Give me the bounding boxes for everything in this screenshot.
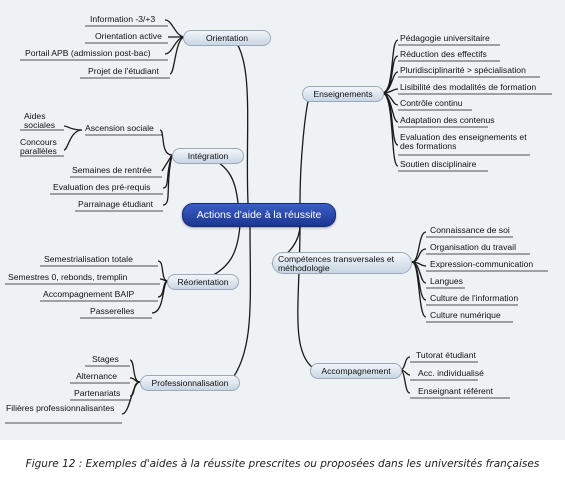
edge-root-enseignements — [300, 93, 310, 203]
leaf-culture-numerique[interactable]: Culture numérique — [430, 310, 501, 320]
leaf-langues[interactable]: Langues — [430, 276, 463, 286]
leaf-organisation-travail[interactable]: Organisation du travail — [430, 242, 516, 252]
leaf-semaines-rentree[interactable]: Semaines de rentrée — [72, 165, 152, 175]
leaf-soutien-disciplinaire[interactable]: Soutien disciplinaire — [400, 159, 477, 169]
leaf-parrainage-etudiant[interactable]: Parrainage étudiant — [78, 199, 154, 209]
branch-integration[interactable]: Intégration — [172, 148, 244, 164]
leaf-semestrialisation[interactable]: Semestrialisation totale — [44, 254, 133, 264]
leaf-concours-paralleles[interactable]: Concours parallèles — [20, 137, 57, 156]
branch-accompagnement[interactable]: Accompagnement — [310, 363, 402, 379]
leaf-information[interactable]: Information -3/+3 — [90, 14, 156, 24]
branch-competences[interactable] — [272, 252, 412, 274]
leaf-projet-etudiant[interactable]: Projet de l'étudiant — [88, 66, 159, 76]
leaf-adaptation-contenus[interactable]: Adaptation des contenus — [400, 115, 495, 125]
leaf-lisibilite[interactable]: Lisibilité des modalités de formation — [400, 82, 537, 92]
leaf-reduction-effectifs[interactable]: Réduction des effectifs — [400, 49, 487, 59]
leaf-semestres-zero[interactable]: Semestres 0, rebonds, tremplin — [8, 272, 128, 282]
leaf-accompagnement-baip[interactable]: Accompagnement BAIP — [43, 289, 135, 299]
branch-reorientation[interactable]: Réorientation — [167, 274, 239, 290]
leaf-pluridisciplinarite[interactable]: Pluridisciplinarité > spécialisation — [400, 65, 526, 75]
leaf-ascension-sociale[interactable]: Ascension sociale — [85, 123, 154, 133]
branch-professionnalisation[interactable]: Professionnalisation — [140, 375, 240, 391]
leaf-evaluation-enseignements[interactable]: Evaluation des enseignements et des formations — [400, 132, 527, 151]
leaf-pedagogie-universitaire[interactable]: Pédagogie universitaire — [400, 33, 490, 43]
edge-root-professionnalisation — [230, 225, 250, 382]
leaf-enseignant-referent[interactable]: Enseignant référent — [418, 386, 494, 396]
leaf-expression-communication[interactable]: Expression-communication — [430, 259, 534, 269]
edge-root-reorientation — [200, 225, 240, 281]
branch-enseignements[interactable]: Enseignements — [302, 86, 384, 102]
leaf-controle-continu[interactable]: Contrôle continu — [400, 98, 463, 108]
root-node[interactable]: Actions d'aide à la réussite — [182, 203, 336, 227]
leaf-orientation-active[interactable]: Orientation active — [95, 31, 162, 41]
branch-competences-label: Compétences transversales et méthodologie — [278, 254, 395, 273]
leaf-connaissance-soi[interactable]: Connaissance de soi — [430, 225, 510, 235]
edge-root-orientation — [232, 37, 248, 203]
edge-root-accompagnement — [298, 225, 313, 368]
leaf-culture-information[interactable]: Culture de l'information — [430, 293, 519, 303]
leaf-portail-apb[interactable]: Portail APB (admission post-bac) — [25, 48, 151, 58]
leaf-passerelles[interactable]: Passerelles — [90, 306, 135, 316]
branch-orientation[interactable]: Orientation — [183, 30, 271, 46]
leaf-partenariats[interactable]: Partenariats — [74, 388, 121, 398]
leaf-aides-sociales[interactable]: Aides sociales — [24, 111, 56, 130]
figure-caption: Figure 12 : Exemples d'aides à la réussite prescrites ou proposées dans les universités françaises — [25, 458, 540, 470]
leaf-alternance[interactable]: Alternance — [76, 371, 118, 381]
leaf-evaluation-prerequis[interactable]: Evaluation des pré-requis — [53, 182, 151, 192]
leaf-acc-individualise[interactable]: Acc. individualisé — [418, 368, 484, 378]
leaf-tutorat-etudiant[interactable]: Tutorat étudiant — [416, 350, 476, 360]
leaf-filieres-pro[interactable]: Filières professionnalisantes — [6, 403, 115, 413]
leaf-stages[interactable]: Stages — [92, 354, 119, 364]
